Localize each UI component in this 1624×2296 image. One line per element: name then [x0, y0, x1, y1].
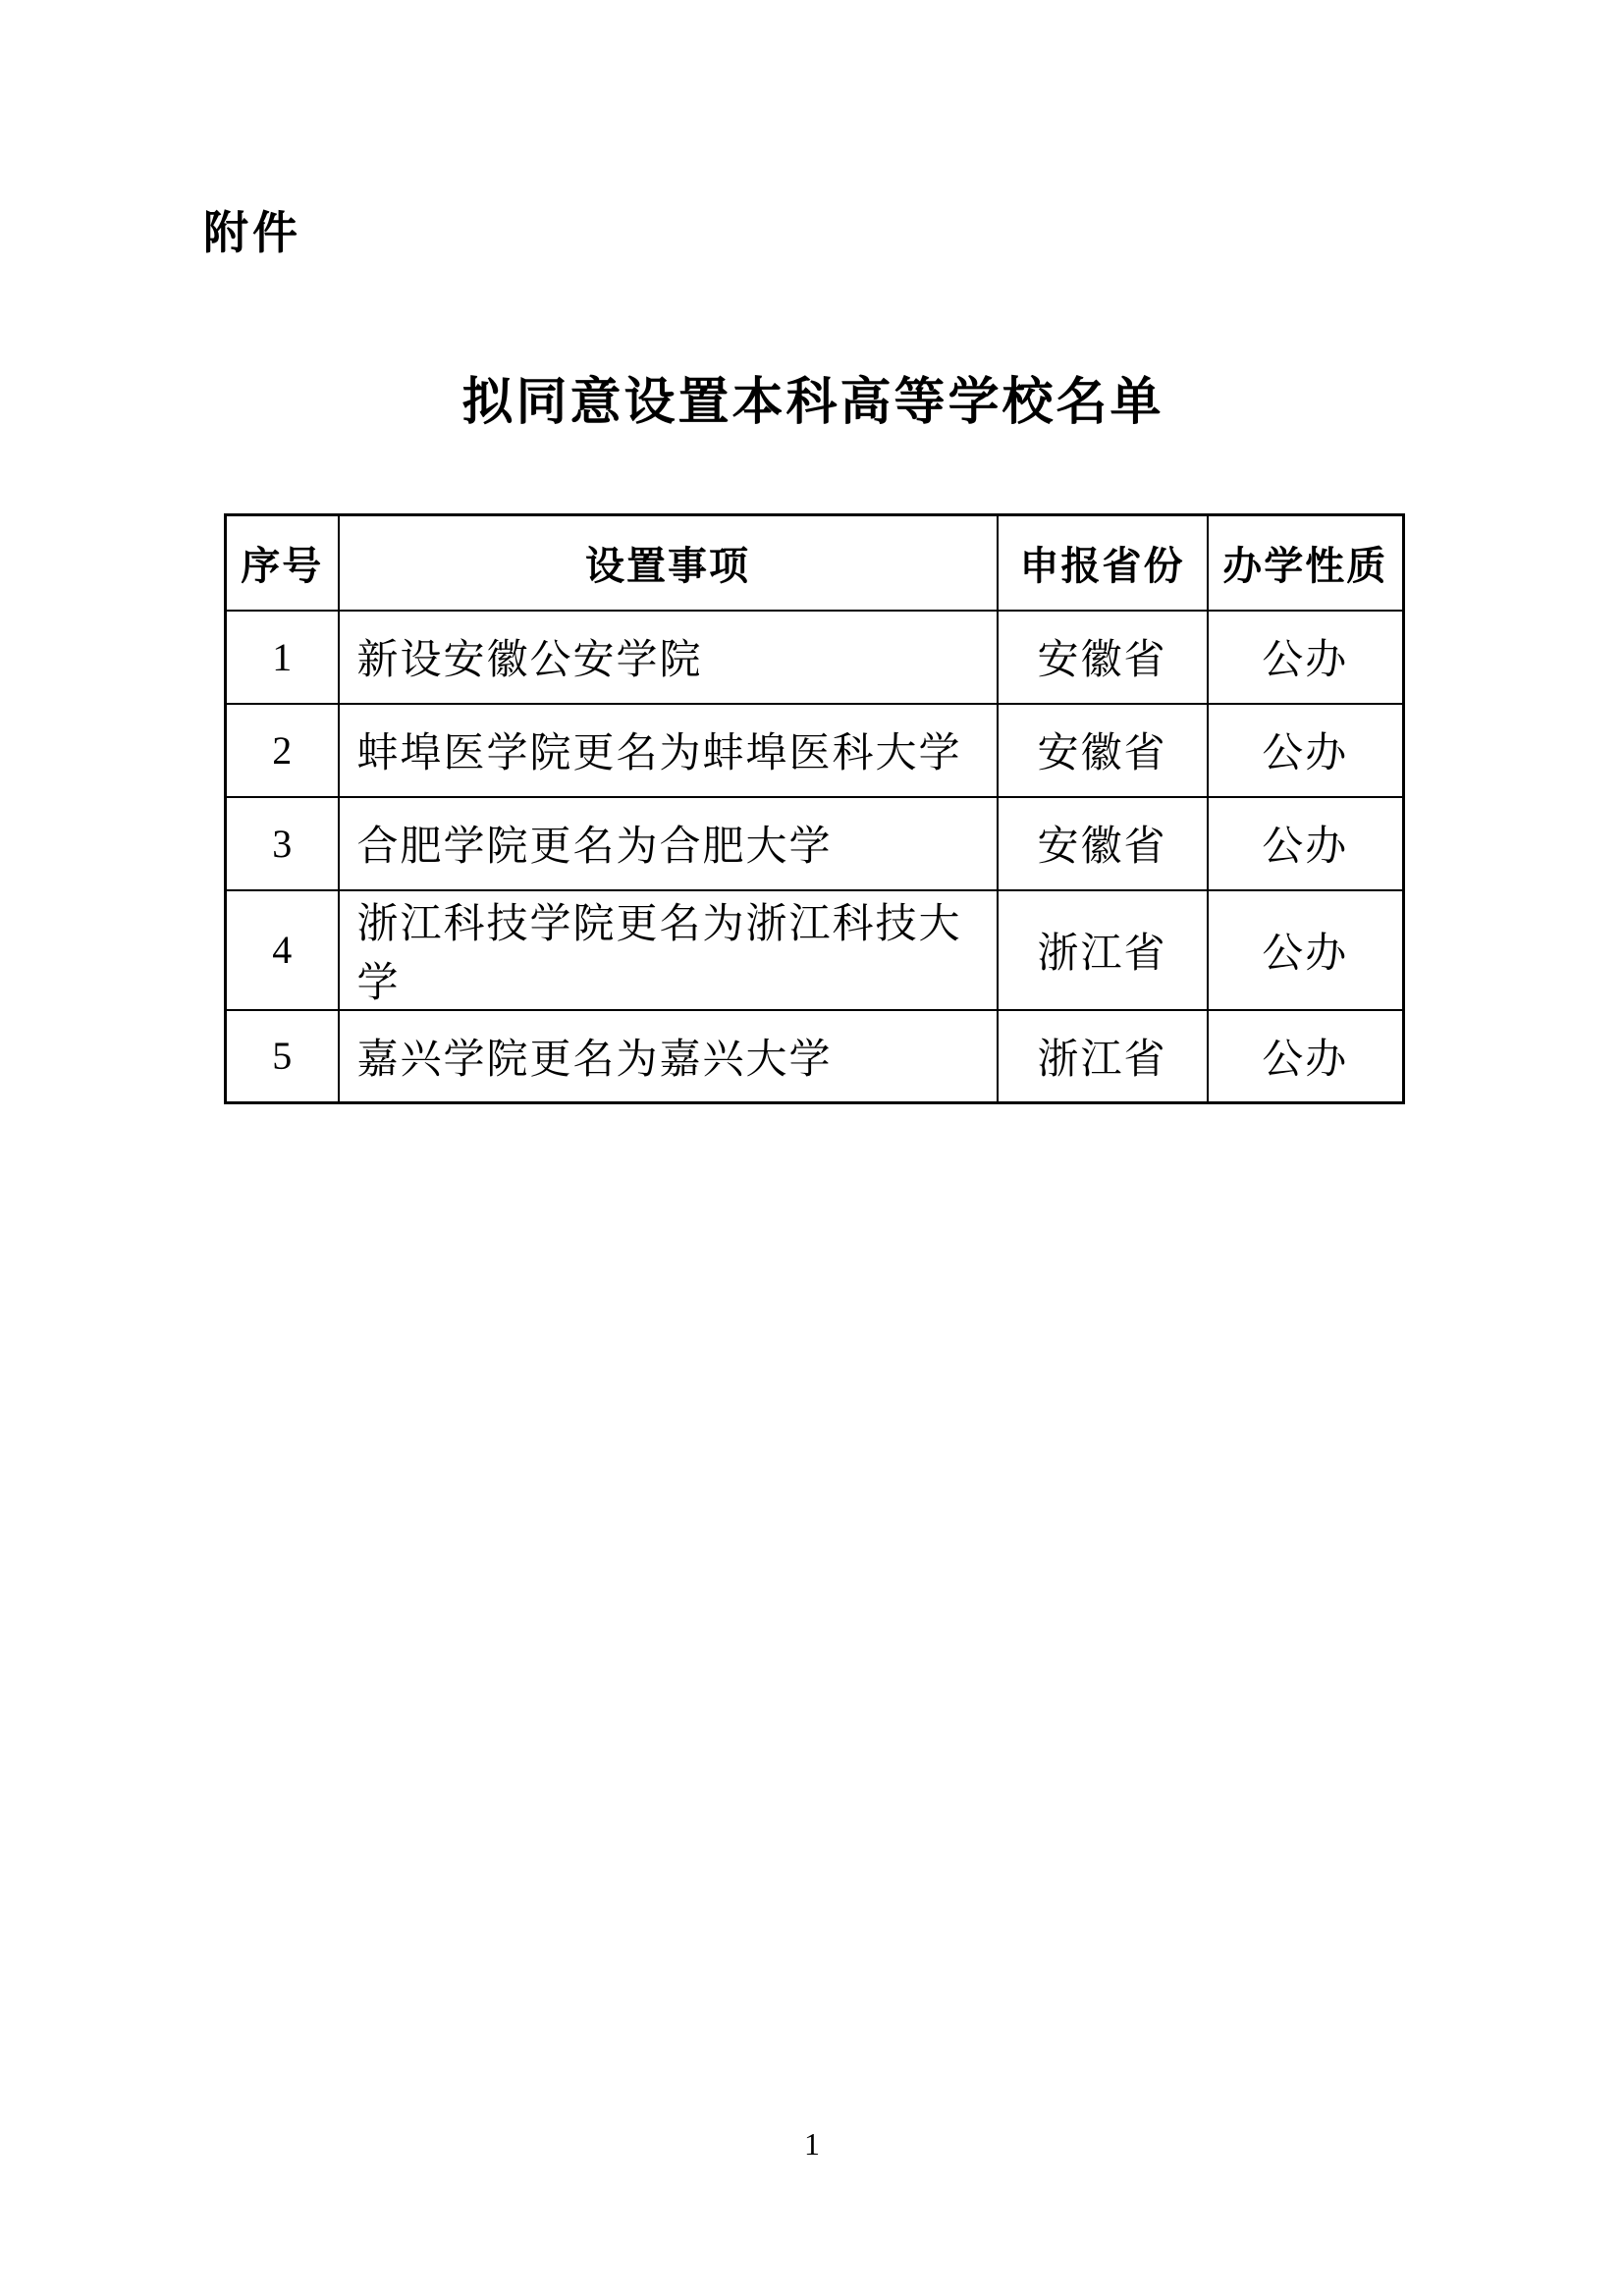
table-row	[226, 1010, 1404, 1103]
cell-no: 2	[226, 704, 339, 797]
cell-province: 浙江省	[998, 890, 1208, 1010]
cell-no: 4	[226, 890, 339, 1010]
cell-item: 浙江科技学院更名为浙江科技大学	[339, 890, 998, 1010]
cell-nature: 公办	[1208, 704, 1404, 797]
cell-nature: 公办	[1208, 611, 1404, 704]
cell-no: 5	[226, 1010, 339, 1103]
cell-item: 嘉兴学院更名为嘉兴大学	[339, 1010, 998, 1103]
cell-province: 安徽省	[998, 704, 1208, 797]
column-header-no: 序号	[226, 515, 339, 611]
cell-province: 浙江省	[998, 1010, 1208, 1103]
cell-item: 蚌埠医学院更名为蚌埠医科大学	[339, 704, 998, 797]
column-header-province: 申报省份	[998, 515, 1208, 611]
table-row	[226, 704, 1404, 797]
cell-no: 3	[226, 797, 339, 890]
table-row	[226, 797, 1404, 890]
table-row	[226, 890, 1404, 1010]
table-row	[226, 611, 1404, 704]
cell-province: 安徽省	[998, 611, 1208, 704]
approval-table	[224, 513, 1405, 1104]
cell-item: 新设安徽公安学院	[339, 611, 998, 704]
attachment-label: 附件	[203, 207, 301, 258]
page-title: 拟同意设置本科高等学校名单	[461, 374, 1164, 431]
table-body	[226, 611, 1404, 1103]
cell-nature: 公办	[1208, 797, 1404, 890]
column-header-item: 设置事项	[339, 515, 998, 611]
page-number: 1	[804, 2126, 820, 2162]
cell-province: 安徽省	[998, 797, 1208, 890]
cell-nature: 公办	[1208, 1010, 1404, 1103]
table-header-row	[226, 515, 1404, 611]
table-header	[226, 515, 1404, 611]
cell-nature: 公办	[1208, 890, 1404, 1010]
approval-table-container	[224, 513, 1402, 1104]
column-header-nature: 办学性质	[1208, 515, 1404, 611]
cell-item: 合肥学院更名为合肥大学	[339, 797, 998, 890]
cell-no: 1	[226, 611, 339, 704]
